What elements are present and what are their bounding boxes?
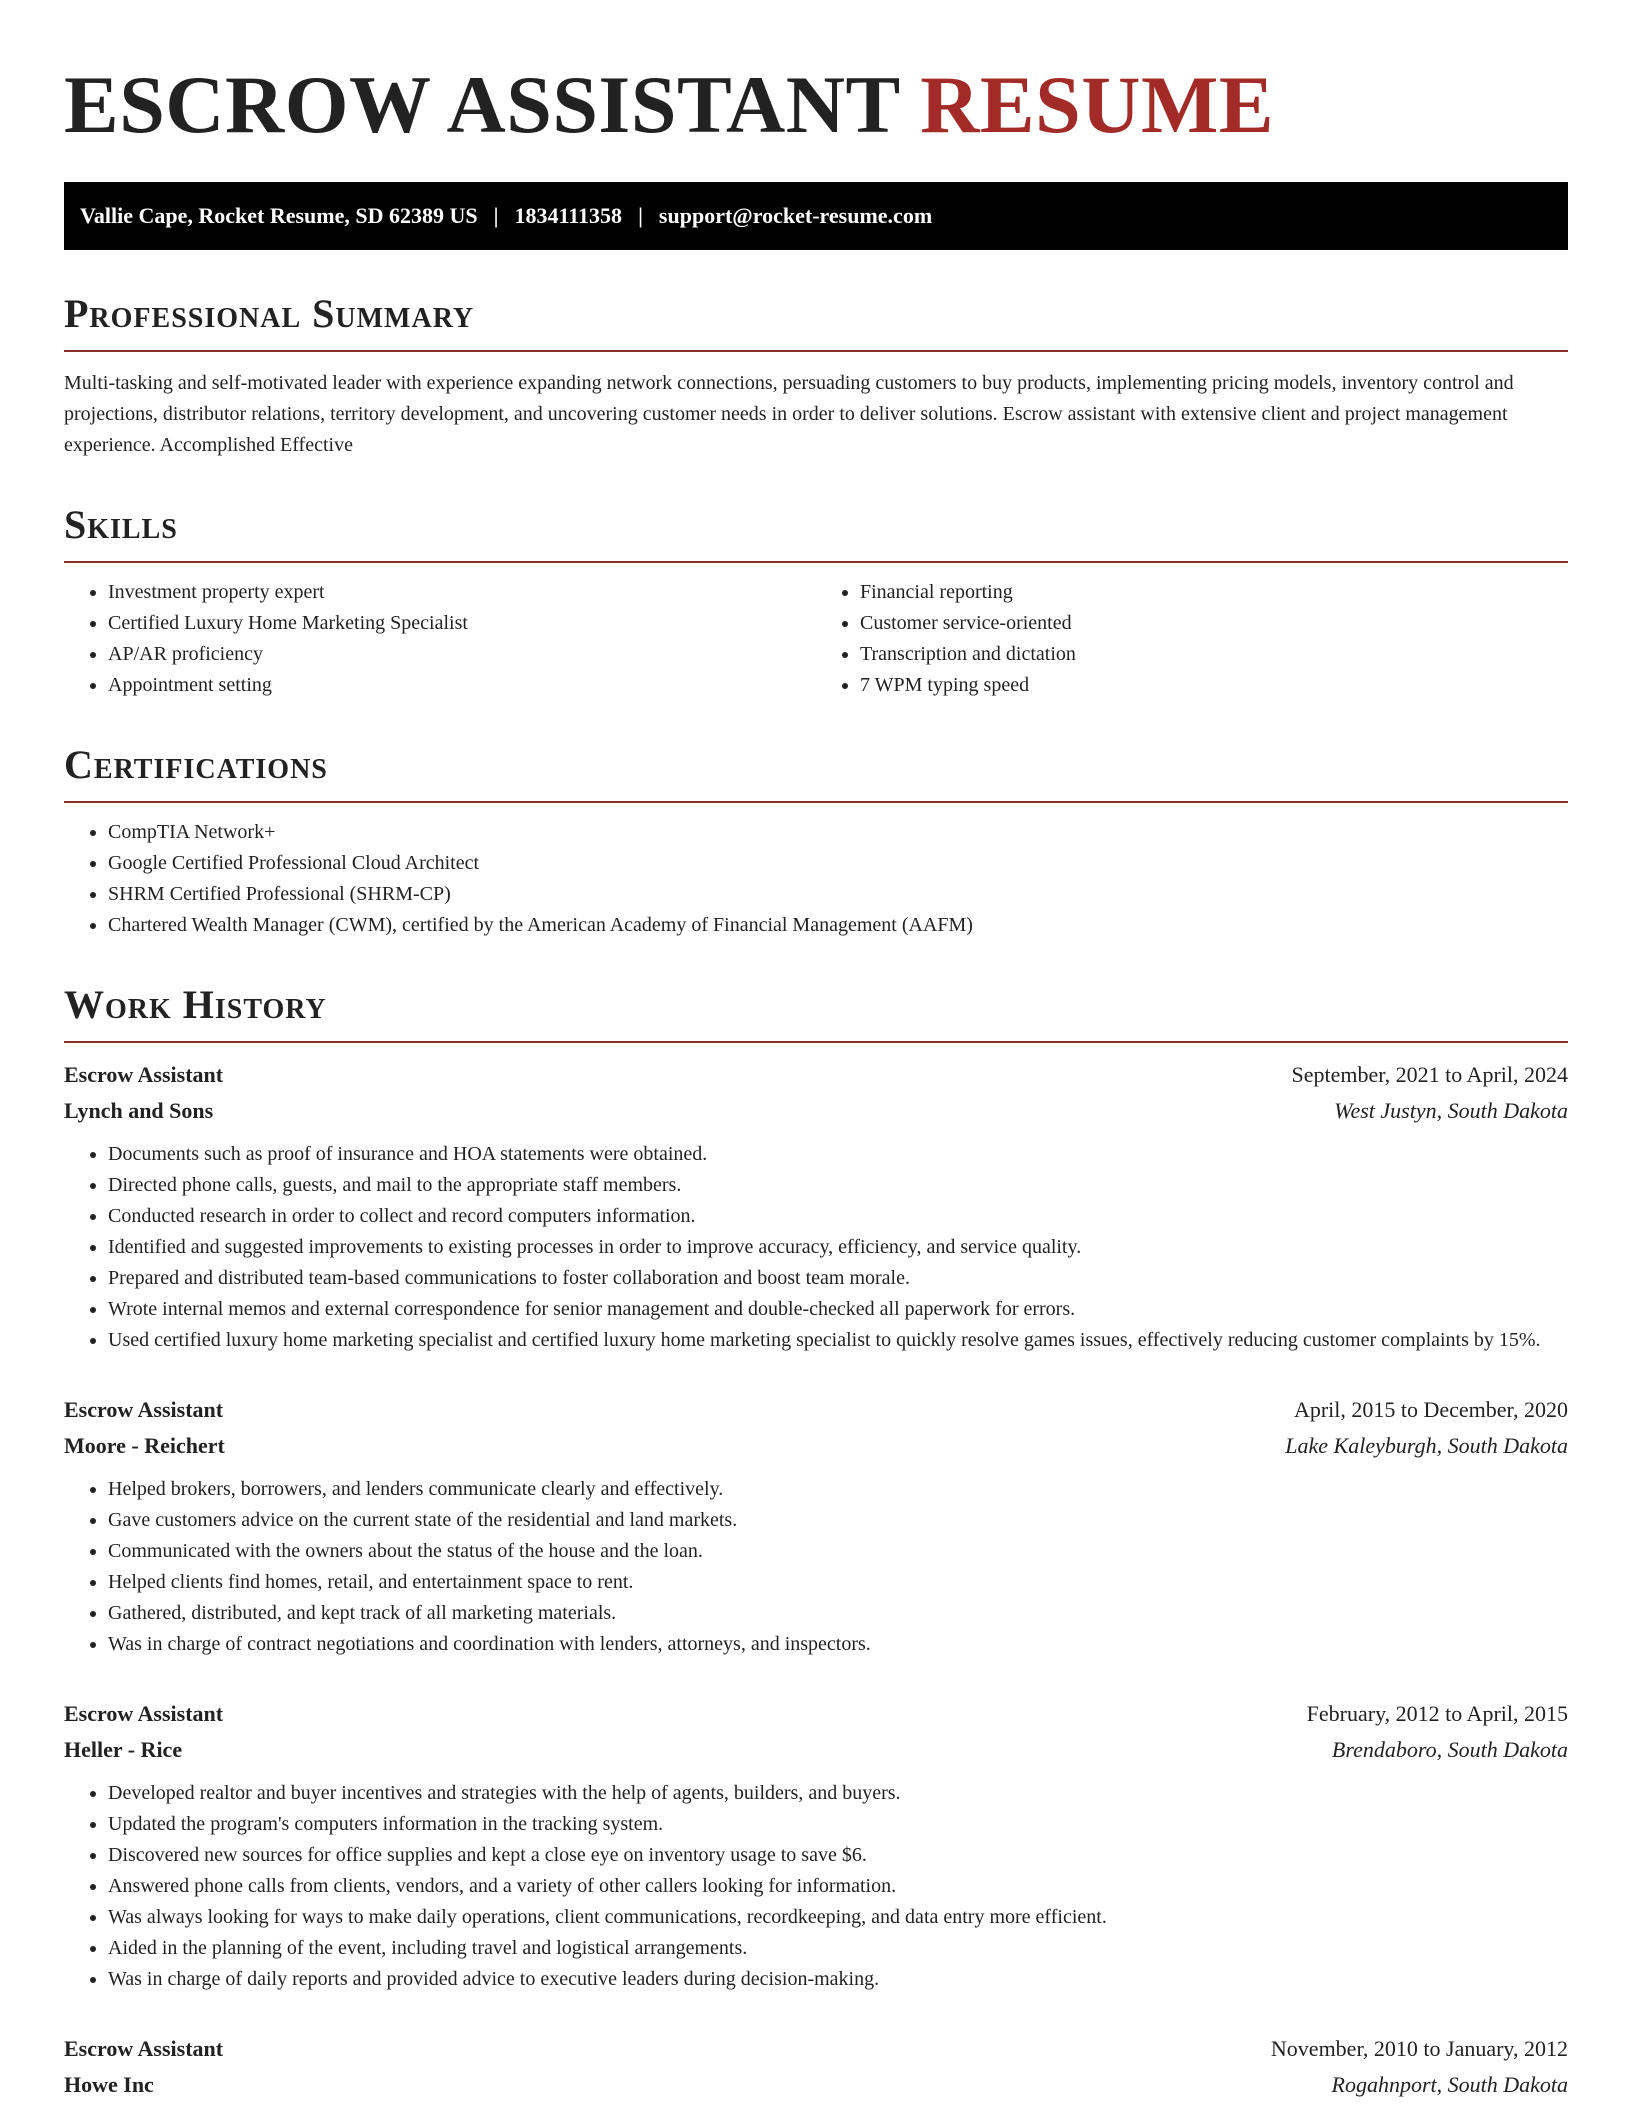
job-bullet: • Was in charge of daily reports and provided advice to executive leaders during decision-making. bbox=[108, 1964, 1568, 1995]
skill-item: • Appointment setting bbox=[108, 670, 816, 701]
job-bullet: • Discovered new sources for office supplies and kept a close eye on inventory usage to save $6. bbox=[108, 1840, 1568, 1871]
job-entry bbox=[64, 1392, 1568, 1660]
job-bullet: • Wrote internal memos and external correspondence for senior management and double-checked all paperwork for errors. bbox=[108, 1294, 1568, 1325]
job-title: Escrow Assistant bbox=[64, 1701, 224, 1726]
contact-address: Vallie Cape, Rocket Resume, SD 62389 US bbox=[80, 203, 478, 228]
skill-item: • Customer service-oriented bbox=[860, 608, 1568, 639]
title-accent: RESUME bbox=[920, 59, 1275, 150]
job-company: Howe Inc bbox=[64, 2072, 154, 2097]
job-company-row bbox=[64, 1732, 1568, 1768]
certification-item: • CompTIA Network+ bbox=[108, 817, 1568, 848]
certifications-list bbox=[64, 817, 1568, 941]
job-bullet: • Developed realtor and buyer incentives and strategies with the help of agents, builders, and buyers. bbox=[108, 1778, 1568, 1809]
job-bullet: • Was in charge of contract negotiations and coordination with lenders, attorneys, and inspectors. bbox=[108, 1629, 1568, 1660]
skill-item: • 7 WPM typing speed bbox=[860, 670, 1568, 701]
job-header-row bbox=[64, 1057, 1568, 1093]
certifications-section bbox=[64, 742, 1568, 941]
contact-bar bbox=[64, 182, 1568, 250]
job-location: Lake Kaleyburgh, South Dakota bbox=[1285, 1433, 1568, 1458]
job-bullet: • Used certified luxury home marketing specialist and certified luxury home marketing specialist to quickly resolve games issues, effectively reducing customer complaints by 15%. bbox=[108, 1325, 1568, 1356]
certification-item: • SHRM Certified Professional (SHRM-CP) bbox=[108, 879, 1568, 910]
job-dates: November, 2010 to January, 2012 bbox=[1270, 2036, 1568, 2061]
skill-item: • AP/AR proficiency bbox=[108, 639, 816, 670]
job-bullet: • Updated the program's computers information in the tracking system. bbox=[108, 1809, 1568, 1840]
skill-item: • Transcription and dictation bbox=[860, 639, 1568, 670]
job-dates: September, 2021 to April, 2024 bbox=[1291, 1062, 1568, 1087]
job-bullet: • Aided in the planning of the event, including travel and logistical arrangements. bbox=[108, 1933, 1568, 1964]
job-bullets bbox=[64, 1778, 1568, 1995]
job-company: Moore - Reichert bbox=[64, 1433, 225, 1458]
job-bullet: • Gave customers advice on the current state of the residential and land markets. bbox=[108, 1505, 1568, 1536]
section-heading: Professional Summary bbox=[64, 294, 1568, 352]
job-bullet: • Identified and suggested improvements to existing processes in order to improve accuracy, efficiency, and service quality. bbox=[108, 1232, 1568, 1263]
job-bullet: • Helped clients find homes, retail, and entertainment space to rent. bbox=[108, 1567, 1568, 1598]
section-heading: Certifications bbox=[64, 745, 1568, 803]
skill-item: • Investment property expert bbox=[108, 577, 816, 608]
work-history-section bbox=[64, 982, 1568, 2103]
contact-separator: | bbox=[638, 203, 643, 228]
job-company: Heller - Rice bbox=[64, 1737, 183, 1762]
title-main: ESCROW ASSISTANT bbox=[64, 59, 900, 150]
job-bullet: • Communicated with the owners about the status of the house and the loan. bbox=[108, 1536, 1568, 1567]
skill-item: • Financial reporting bbox=[860, 577, 1568, 608]
job-company: Lynch and Sons bbox=[64, 1098, 214, 1123]
job-location: West Justyn, South Dakota bbox=[1334, 1098, 1568, 1123]
job-title: Escrow Assistant bbox=[64, 1397, 224, 1422]
job-bullets bbox=[64, 1474, 1568, 1660]
certification-item: • Google Certified Professional Cloud Architect bbox=[108, 848, 1568, 879]
job-title: Escrow Assistant bbox=[64, 2036, 224, 2061]
resume-title bbox=[64, 59, 1568, 150]
certification-item: • Chartered Wealth Manager (CWM), certified by the American Academy of Financial Management (AAFM) bbox=[108, 910, 1568, 941]
job-bullet: • Prepared and distributed team-based communications to foster collaboration and boost team morale. bbox=[108, 1263, 1568, 1294]
job-bullet: • Answered phone calls from clients, vendors, and a variety of other callers looking for information. bbox=[108, 1871, 1568, 1902]
job-bullet: • Gathered, distributed, and kept track of all marketing materials. bbox=[108, 1598, 1568, 1629]
job-entry bbox=[64, 1057, 1568, 1356]
skills-list-right bbox=[816, 577, 1568, 701]
job-bullet: • Conducted research in order to collect and record computers information. bbox=[108, 1201, 1568, 1232]
skills-section bbox=[64, 502, 1568, 701]
job-location: Brendaboro, South Dakota bbox=[1331, 1737, 1568, 1762]
job-entry bbox=[64, 1696, 1568, 1995]
job-bullet: • Was always looking for ways to make daily operations, client communications, recordkeeping, and data entry more efficient. bbox=[108, 1902, 1568, 1933]
job-company-row bbox=[64, 1093, 1568, 1129]
contact-email: support@rocket-resume.com bbox=[658, 203, 933, 228]
job-location: Rogahnport, South Dakota bbox=[1331, 2072, 1568, 2097]
job-header-row bbox=[64, 2031, 1568, 2067]
skills-grid bbox=[64, 577, 1568, 701]
professional-summary-section bbox=[64, 291, 1568, 461]
job-company-row bbox=[64, 2067, 1568, 2103]
contact-separator: | bbox=[493, 203, 499, 228]
job-bullet: • Documents such as proof of insurance and HOA statements were obtained. bbox=[108, 1139, 1568, 1170]
job-entry bbox=[64, 2031, 1568, 2103]
job-header-row bbox=[64, 1696, 1568, 1732]
job-bullet: • Directed phone calls, guests, and mail to the appropriate staff members. bbox=[108, 1170, 1568, 1201]
job-company-row bbox=[64, 1428, 1568, 1464]
skill-item: • Certified Luxury Home Marketing Specialist bbox=[108, 608, 816, 639]
section-heading: Skills bbox=[64, 505, 1568, 563]
summary-text: Multi-tasking and self-motivated leader with experience expanding network connections, persuading customers to buy products, implementing pricing models, inventory control and projections, distributor relations, territory development, and uncovering customer needs in order to deliver solutions. Escrow assistant with extensive client and project management experience. Accomplished Effective bbox=[64, 372, 1514, 456]
job-bullet: • Helped brokers, borrowers, and lenders communicate clearly and effectively. bbox=[108, 1474, 1568, 1505]
section-heading: Work History bbox=[64, 985, 1568, 1043]
job-title: Escrow Assistant bbox=[64, 1062, 224, 1087]
skills-list-left bbox=[64, 577, 816, 701]
job-dates: February, 2012 to April, 2015 bbox=[1306, 1701, 1568, 1726]
job-bullets bbox=[64, 1139, 1568, 1356]
contact-phone: 1834111358 bbox=[514, 203, 623, 228]
job-header-row bbox=[64, 1392, 1568, 1428]
job-dates: April, 2015 to December, 2020 bbox=[1293, 1397, 1568, 1422]
